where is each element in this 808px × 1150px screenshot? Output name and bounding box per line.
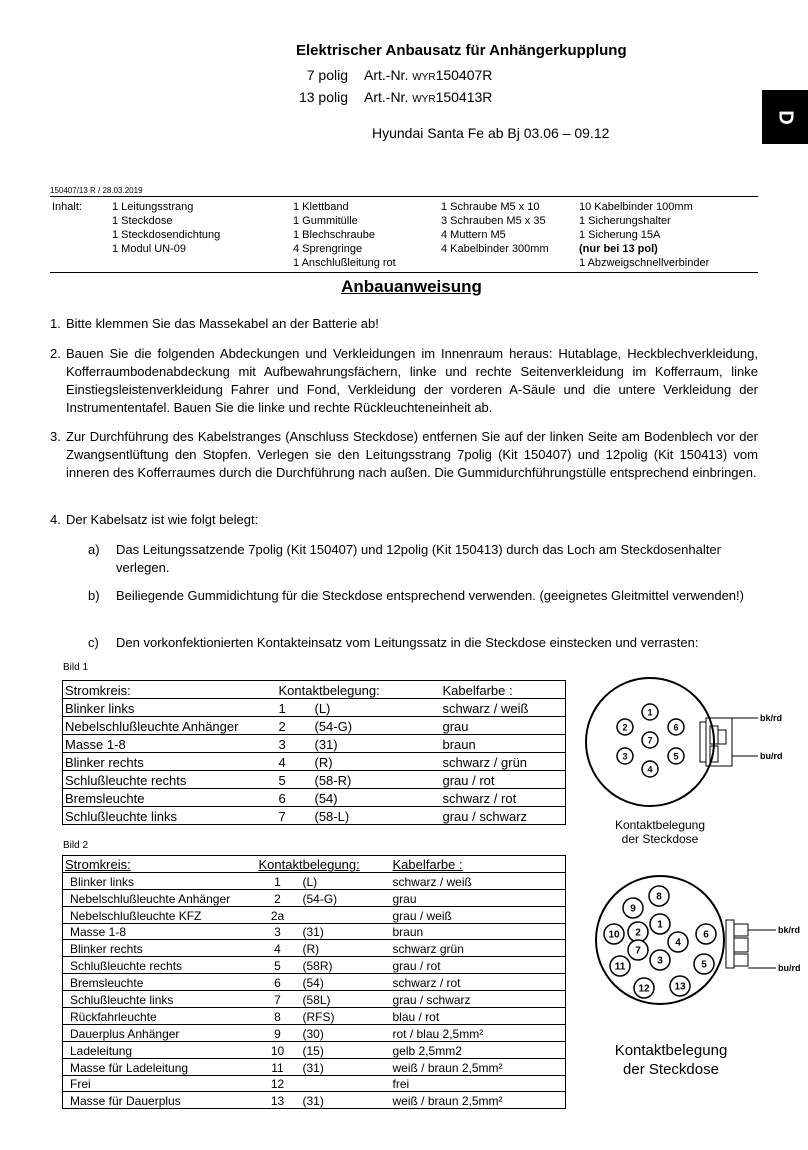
pin-number: 2 — [635, 927, 641, 939]
code-cell: (31) — [299, 923, 391, 940]
pin-number: 5 — [701, 959, 707, 971]
pin-cell: 12 — [257, 1075, 299, 1092]
table-row — [63, 1058, 566, 1075]
kit-row-13pol — [288, 89, 588, 107]
pin-cell: 5 — [277, 771, 313, 789]
pin-number: 1 — [657, 919, 663, 931]
substep-c: c) Den vorkonfektionierten Kontakteinsatz vom Leitungssatz in die Steckdose einstecken und verrasten: — [88, 635, 699, 650]
pin-cell: 1 — [277, 699, 313, 717]
contents-label: Inhalt: — [52, 201, 82, 213]
pin-cell: 2 — [277, 717, 313, 735]
circuit-cell: Blinker rechts — [63, 753, 277, 771]
pin-cell: 2 — [257, 889, 299, 906]
kit-pol: 13 polig — [298, 89, 348, 105]
divider — [50, 196, 758, 197]
color-cell: grau / rot — [391, 957, 566, 974]
contents-col-3 — [441, 200, 549, 256]
code-cell: (15) — [299, 1041, 391, 1058]
contents-item: 10 Kabelbinder 100mm — [579, 201, 693, 213]
color-cell: braun — [391, 923, 566, 940]
contents-item: 1 Schraube M5 x 10 — [441, 201, 540, 213]
contents-col-4 — [579, 200, 709, 270]
figure-1-label: Bild 1 — [63, 662, 89, 673]
circuit-cell: Bremsleuchte — [63, 974, 257, 991]
circuit-cell: Masse für Dauerplus — [63, 1092, 257, 1109]
pin-number: 7 — [647, 735, 653, 746]
circuit-cell: Ladeleitung — [63, 1041, 257, 1058]
circuit-cell: Blinker links — [63, 872, 257, 889]
table-header-row — [63, 856, 566, 873]
pin-cell: 8 — [257, 1008, 299, 1025]
color-cell: schwarz / rot — [441, 789, 566, 807]
color-cell: grau / rot — [441, 771, 566, 789]
step-1: 1. Bitte klemmen Sie das Massekabel an der Batterie ab! — [50, 316, 379, 331]
color-cell: grau / schwarz — [441, 807, 566, 825]
pin-number: 12 — [638, 983, 650, 995]
column-header: Kabelfarbe : — [441, 681, 566, 699]
code-cell: (R) — [299, 940, 391, 957]
color-cell: gelb 2,5mm2 — [391, 1041, 566, 1058]
pin-number: 4 — [647, 764, 653, 775]
document-title: Elektrischer Anbausatz für Anhängerkupplung — [296, 42, 627, 59]
diagram-caption-13pol: Kontaktbelegung der Steckdose — [614, 1042, 728, 1078]
figure-2-label: Bild 2 — [63, 840, 89, 851]
table-row — [63, 1092, 566, 1109]
color-cell: grau / weiß — [391, 906, 566, 923]
code-cell: (54) — [313, 789, 441, 807]
circuit-cell: Frei — [63, 1075, 257, 1092]
circuit-cell: Masse 1-8 — [63, 735, 277, 753]
pin-cell: 3 — [257, 923, 299, 940]
code-cell: (31) — [299, 1092, 391, 1109]
table-row — [63, 1008, 566, 1025]
pin-cell: 13 — [257, 1092, 299, 1109]
code-cell: (58R) — [299, 957, 391, 974]
code-cell — [299, 906, 391, 923]
color-cell: grau / schwarz — [391, 991, 566, 1008]
substep-a: a) Das Leitungssatzende 7polig (Kit 150407) und 12polig (Kit 150413) durch das Loch am Steckdosenhalter verlegen. — [88, 542, 721, 575]
circuit-cell: Dauerplus Anhänger — [63, 1024, 257, 1041]
pin-number: 13 — [674, 981, 686, 993]
table-row — [63, 717, 566, 735]
pin-number: 10 — [608, 929, 620, 941]
circuit-cell: Rückfahrleuchte — [63, 1008, 257, 1025]
code-cell: (54-G) — [313, 717, 441, 735]
pin-cell: 6 — [257, 974, 299, 991]
table-row — [63, 1041, 566, 1058]
table-row — [63, 771, 566, 789]
column-header: Stromkreis: — [63, 856, 257, 873]
table-row — [63, 789, 566, 807]
table-row — [63, 699, 566, 717]
color-cell: rot / blau 2,5mm² — [391, 1024, 566, 1041]
pin-number: 7 — [635, 945, 641, 957]
wire-label-top: bk/rd — [760, 713, 783, 723]
wire-label-top: bk/rd — [778, 925, 801, 935]
divider — [50, 272, 758, 273]
table-row — [63, 991, 566, 1008]
pin-cell: 9 — [257, 1024, 299, 1041]
contents-item: 1 Anschlußleitung rot — [293, 257, 396, 269]
pin-number: 8 — [656, 891, 662, 903]
step-2: 2. Bauen Sie die folgenden Abdeckungen und Verkleidungen im Innenraum heraus: Hutablage, Heckblechverkleidung, Kofferraumbodenabdeckung mit Aufbewahrungsfächern, linke und rechte Seitenverkleidung im Kofferraum, linke Einstiegsleistenverkleidung Fahrer und Fond, Verkleidung der vorderen A-Säule und die untere Verkleidung der Instrumententafel. Bauen Sie die linke und rechte Rückleuchteneinheit ab. — [50, 346, 758, 415]
code-cell: (30) — [299, 1024, 391, 1041]
contents-item: 1 Steckdose — [112, 215, 173, 227]
code-cell: (RFS) — [299, 1008, 391, 1025]
pin-cell: 11 — [257, 1058, 299, 1075]
table-row — [63, 1024, 566, 1041]
language-tab: D — [762, 90, 808, 144]
step-3: 3. Zur Durchführung des Kabelstranges (Anschluss Steckdose) entfernen Sie auf der linken Seite am Bodenblech vor der Zwangsentlüftung den Stopfen. Verlegen sie den Leitungsstrang 7polig (Kit 150407) und 12polig (Kit 150413) vom inneren des Kofferraumes durch die Durchführung nach außen. Die Gummidurchführungstülle entsprechend einbringen. — [50, 429, 758, 480]
kit-article-number: Art.-Nr. WYR150413R — [364, 89, 493, 105]
circuit-cell: Masse für Ladeleitung — [63, 1058, 257, 1075]
socket-diagram-13pol — [592, 866, 808, 1036]
pin-number: 6 — [703, 929, 709, 941]
circuit-cell: Bremsleuchte — [63, 789, 277, 807]
pin-cell: 4 — [257, 940, 299, 957]
kit-row-7pol — [288, 67, 588, 85]
contents-item: 1 Sicherungshalter — [579, 215, 671, 227]
color-cell: schwarz / weiß — [441, 699, 566, 717]
color-cell: schwarz grün — [391, 940, 566, 957]
color-cell: weiß / braun 2,5mm² — [391, 1092, 566, 1109]
contents-item: 1 Modul UN-09 — [112, 243, 186, 255]
circuit-cell: Schlußleuchte links — [63, 807, 277, 825]
circuit-cell: Schlußleuchte rechts — [63, 771, 277, 789]
pin-cell: 10 — [257, 1041, 299, 1058]
code-cell: (58-L) — [313, 807, 441, 825]
code-cell: (L) — [299, 872, 391, 889]
color-cell: grau — [441, 717, 566, 735]
table-header-row — [63, 681, 566, 699]
code-cell: (54-G) — [299, 889, 391, 906]
circuit-cell: Blinker links — [63, 699, 277, 717]
contents-item: 1 Sicherung 15A — [579, 229, 661, 241]
substep-b: b) Beiliegende Gummidichtung für die Steckdose entsprechend verwenden. (geeignetes Gleitmittel verwenden!) — [88, 588, 744, 603]
contents-col-1 — [112, 200, 220, 256]
table-row — [63, 906, 566, 923]
code-cell: (54) — [299, 974, 391, 991]
contents-item: 3 Schrauben M5 x 35 — [441, 215, 546, 227]
table-row — [63, 872, 566, 889]
circuit-cell: Nebelschlußleuchte KFZ — [63, 906, 257, 923]
table-row — [63, 940, 566, 957]
color-cell: blau / rot — [391, 1008, 566, 1025]
column-header: Kontaktbelegung: — [277, 681, 441, 699]
table-row — [63, 889, 566, 906]
color-cell: schwarz / rot — [391, 974, 566, 991]
table-row — [63, 1075, 566, 1092]
contents-item: (nur bei 13 pol) — [579, 243, 658, 255]
pin-cell: 1 — [257, 872, 299, 889]
document-reference: 150407/13 R / 28.03.2019 — [50, 186, 143, 195]
pin-cell: 7 — [277, 807, 313, 825]
circuit-cell: Schlußleuchte rechts — [63, 957, 257, 974]
color-cell: schwarz / weiß — [391, 872, 566, 889]
pin-cell: 5 — [257, 957, 299, 974]
contents-item: 1 Leitungsstrang — [112, 201, 194, 213]
circuit-cell: Nebelschlußleuchte Anhänger — [63, 717, 277, 735]
step-4: 4. Der Kabelsatz ist wie folgt belegt: — [50, 512, 259, 527]
pin-number: 2 — [622, 722, 628, 733]
column-header: Kontaktbelegung: — [257, 856, 391, 873]
contents-item: 1 Gummitülle — [293, 215, 358, 227]
vehicle-model: Hyundai Santa Fe ab Bj 03.06 – 09.12 — [372, 125, 610, 141]
code-cell: (31) — [299, 1058, 391, 1075]
wire-label-bottom: bu/rd — [778, 963, 801, 973]
color-cell: schwarz / grün — [441, 753, 566, 771]
pin-table-13pol — [62, 855, 566, 1109]
instructions-heading: Anbauanweisung — [341, 277, 482, 296]
contents-item: 1 Steckdosendichtung — [112, 229, 221, 241]
circuit-cell: Schlußleuchte links — [63, 991, 257, 1008]
color-cell: weiß / braun 2,5mm² — [391, 1058, 566, 1075]
column-header: Stromkreis: — [63, 681, 277, 699]
contents-col-2 — [293, 200, 396, 270]
pin-table-7pol — [62, 680, 566, 825]
latch-block — [726, 920, 734, 968]
pin-cell: 6 — [277, 789, 313, 807]
pin-number: 4 — [675, 937, 681, 949]
table-row — [63, 807, 566, 825]
contents-item: 4 Kabelbinder 300mm — [441, 243, 549, 255]
contents-item: 1 Abzweigschnellverbinder — [579, 257, 710, 269]
color-cell: braun — [441, 735, 566, 753]
pin-number: 3 — [622, 751, 628, 762]
contents-item: 1 Klettband — [293, 201, 349, 213]
circuit-cell: Blinker rechts — [63, 940, 257, 957]
contents-item: 4 Muttern M5 — [441, 229, 506, 241]
pin-cell: 7 — [257, 991, 299, 1008]
kit-pol: 7 polig — [306, 67, 348, 83]
contents-item: 4 Sprengringe — [293, 243, 363, 255]
pin-number: 5 — [673, 751, 679, 762]
circuit-cell: Masse 1-8 — [63, 923, 257, 940]
kit-article-number: Art.-Nr. WYR150407R — [364, 67, 493, 83]
latch-block — [700, 722, 706, 762]
color-cell: frei — [391, 1075, 566, 1092]
pin-number: 6 — [673, 722, 679, 733]
pin-cell: 2a — [257, 906, 299, 923]
pin-cell: 4 — [277, 753, 313, 771]
circuit-cell: Nebelschlußleuchte Anhänger — [63, 889, 257, 906]
code-cell — [299, 1075, 391, 1092]
pin-number: 1 — [647, 707, 653, 718]
pin-number: 3 — [657, 955, 663, 967]
table-row — [63, 753, 566, 771]
pin-number: 11 — [614, 961, 626, 973]
code-cell: (L) — [313, 699, 441, 717]
table-row — [63, 923, 566, 940]
table-row — [63, 974, 566, 991]
contents-item: 1 Blechschraube — [293, 229, 375, 241]
code-cell: (R) — [313, 753, 441, 771]
table-row — [63, 957, 566, 974]
pin-cell: 3 — [277, 735, 313, 753]
code-cell: (31) — [313, 735, 441, 753]
wire-label-bottom: bu/rd — [760, 751, 783, 761]
column-header: Kabelfarbe : — [391, 856, 566, 873]
code-cell: (58L) — [299, 991, 391, 1008]
code-cell: (58-R) — [313, 771, 441, 789]
table-row — [63, 735, 566, 753]
pin-number: 9 — [630, 903, 636, 915]
color-cell: grau — [391, 889, 566, 906]
diagram-caption-7pol: Kontaktbelegung der Steckdose — [614, 818, 706, 846]
